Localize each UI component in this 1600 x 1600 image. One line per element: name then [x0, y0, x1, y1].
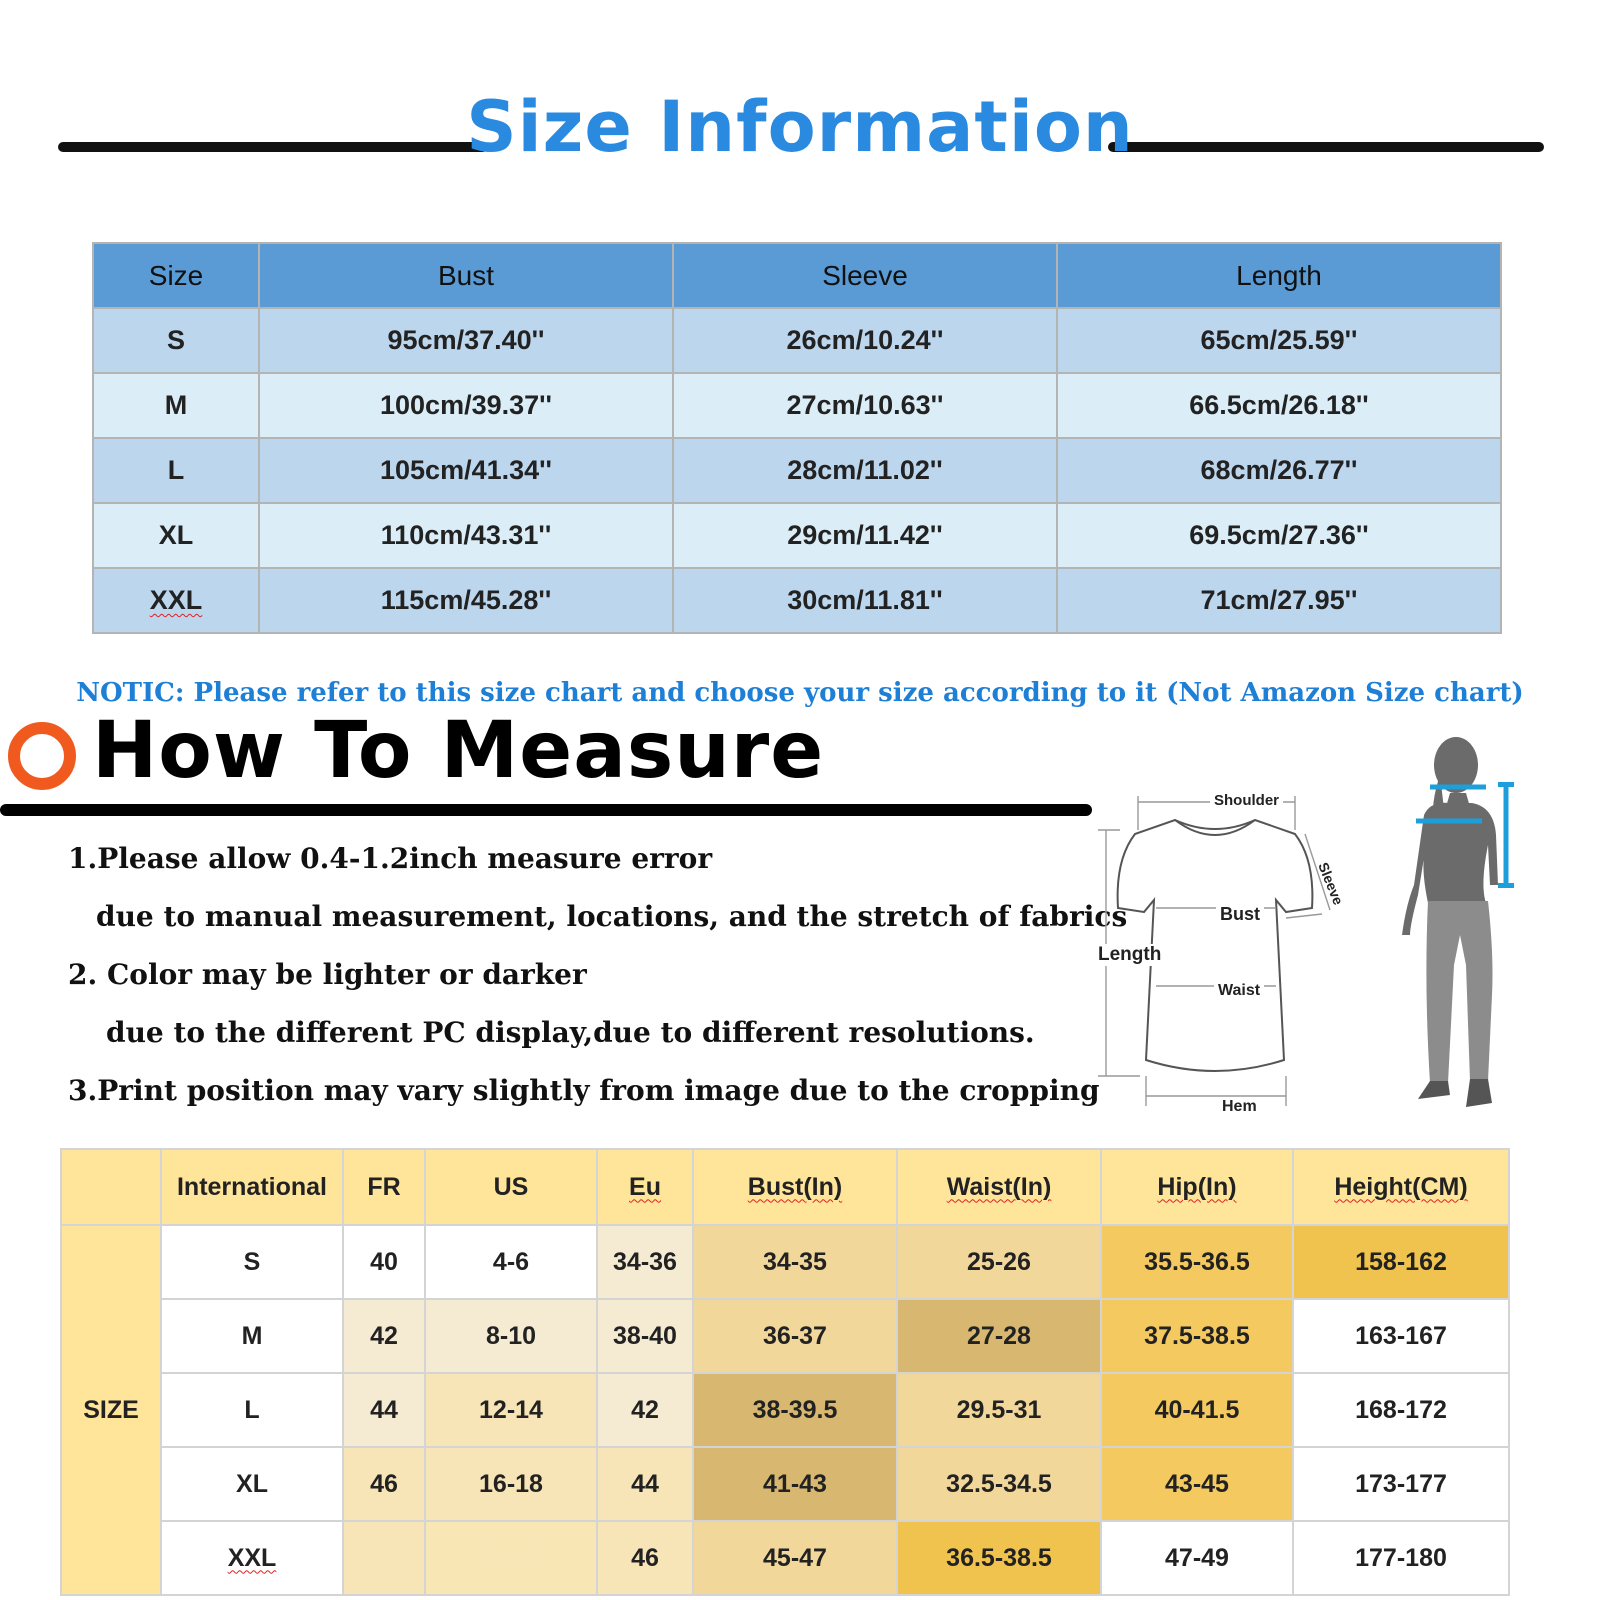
body-silhouette	[1400, 735, 1530, 1125]
cell-hip-in: 43-45	[1101, 1447, 1293, 1521]
cell-fr	[343, 1521, 425, 1595]
cell-hip-in: 35.5-36.5	[1101, 1225, 1293, 1299]
cell-sleeve: 30cm/11.81''	[673, 568, 1057, 633]
cell-bust: 110cm/43.31''	[259, 503, 673, 568]
cell-bust-in: 38-39.5	[693, 1373, 897, 1447]
cell-us: 4-6	[425, 1225, 597, 1299]
table-row	[61, 1299, 1509, 1373]
cell-waist-in: 32.5-34.5	[897, 1447, 1101, 1521]
cell-eu: 44	[597, 1447, 693, 1521]
cell-bust: 115cm/45.28''	[259, 568, 673, 633]
label-length: Length	[1098, 944, 1162, 965]
cell-us: 20-22	[425, 1521, 597, 1595]
cell-eu: 46	[597, 1521, 693, 1595]
cell-bust-in: 45-47	[693, 1521, 897, 1595]
cell-us: 16-18	[425, 1447, 597, 1521]
cell-international: L	[161, 1373, 343, 1447]
header-height-cm	[1293, 1149, 1509, 1225]
size-table	[92, 242, 1502, 634]
cell-size	[93, 568, 259, 633]
cell-height-cm: 177-180	[1293, 1521, 1509, 1595]
cell-size-text: XXL	[149, 585, 203, 615]
section-rule	[0, 804, 1092, 816]
header-us: US	[425, 1149, 597, 1225]
cell-size: L	[93, 438, 259, 503]
note-line-1: 1.Please allow 0.4-1.2inch measure error	[68, 842, 713, 875]
cell-bust: 95cm/37.40''	[259, 308, 673, 373]
table-row	[61, 1447, 1509, 1521]
cell-length: 69.5cm/27.36''	[1057, 503, 1501, 568]
table-row	[93, 373, 1501, 438]
table-row	[93, 438, 1501, 503]
cell-hip-in: 47-49	[1101, 1521, 1293, 1595]
section-heading: How To Measure	[92, 706, 825, 796]
cell-fr: 40	[343, 1225, 425, 1299]
bullet-ring-icon	[8, 722, 76, 790]
cell-height-cm: 173-177	[1293, 1447, 1509, 1521]
label-shoulder: Shoulder	[1210, 792, 1283, 809]
cell-eu: 38-40	[597, 1299, 693, 1373]
cell-eu: 42	[597, 1373, 693, 1447]
table-row	[93, 503, 1501, 568]
cell-length: 66.5cm/26.18''	[1057, 373, 1501, 438]
header-fr: FR	[343, 1149, 425, 1225]
header-bust: Bust	[259, 243, 673, 308]
cell-fr: 44	[343, 1373, 425, 1447]
cell-international-text: XXL	[227, 1543, 277, 1572]
table-row	[61, 1373, 1509, 1447]
cell-us: 8-10	[425, 1299, 597, 1373]
cell-length: 68cm/26.77''	[1057, 438, 1501, 503]
cell-international: XL	[161, 1447, 343, 1521]
cell-height-cm: 168-172	[1293, 1373, 1509, 1447]
header-waist-in	[897, 1149, 1101, 1225]
header-international: International	[161, 1149, 343, 1225]
cell-international: S	[161, 1225, 343, 1299]
cell-us: 12-14	[425, 1373, 597, 1447]
cell-size: XL	[93, 503, 259, 568]
cell-fr: 46	[343, 1447, 425, 1521]
size-group-label: SIZE	[61, 1225, 161, 1595]
cell-waist-in: 36.5-38.5	[897, 1521, 1101, 1595]
label-bust: Bust	[1216, 904, 1264, 925]
cell-waist-in: 29.5-31	[897, 1373, 1101, 1447]
header-size: Size	[93, 243, 259, 308]
cell-sleeve: 26cm/10.24''	[673, 308, 1057, 373]
header-hip-in-text: Hip(In)	[1157, 1172, 1237, 1201]
page-title: Size Information	[466, 86, 1134, 168]
header-waist-in-text: Waist(In)	[946, 1172, 1052, 1201]
size-notice: NOTIC: Please refer to this size chart and choose your size according to it (Not Amazon Size chart)	[76, 678, 1524, 708]
conversion-header	[61, 1149, 1509, 1225]
cell-fr: 42	[343, 1299, 425, 1373]
header-length: Length	[1057, 243, 1501, 308]
cell-bust-in: 36-37	[693, 1299, 897, 1373]
size-table-header	[93, 243, 1501, 308]
cell-length: 65cm/25.59''	[1057, 308, 1501, 373]
cell-bust: 105cm/41.34''	[259, 438, 673, 503]
header-eu	[597, 1149, 693, 1225]
cell-bust-in: 41-43	[693, 1447, 897, 1521]
cell-sleeve: 29cm/11.42''	[673, 503, 1057, 568]
cell-size: M	[93, 373, 259, 438]
note-line-3: 2. Color may be lighter or darker	[68, 958, 587, 991]
cell-bust: 100cm/39.37''	[259, 373, 673, 438]
label-hem: Hem	[1222, 1098, 1257, 1115]
cell-height-cm: 158-162	[1293, 1225, 1509, 1299]
header-height-cm-text: Height(CM)	[1334, 1172, 1468, 1201]
header-eu-text: Eu	[629, 1172, 661, 1201]
cell-international: M	[161, 1299, 343, 1373]
header-bust-in	[693, 1149, 897, 1225]
cell-sleeve: 27cm/10.63''	[673, 373, 1057, 438]
table-row	[61, 1521, 1509, 1595]
cell-hip-in: 40-41.5	[1101, 1373, 1293, 1447]
cell-waist-in: 25-26	[897, 1225, 1101, 1299]
cell-eu: 34-36	[597, 1225, 693, 1299]
cell-sleeve: 28cm/11.02''	[673, 438, 1057, 503]
cell-length: 71cm/27.95''	[1057, 568, 1501, 633]
cell-international	[161, 1521, 343, 1595]
cell-hip-in: 37.5-38.5	[1101, 1299, 1293, 1373]
label-sleeve: Sleeve	[1315, 860, 1347, 908]
cell-height-cm: 163-167	[1293, 1299, 1509, 1373]
table-row	[61, 1225, 1509, 1299]
header-sleeve: Sleeve	[673, 243, 1057, 308]
size-conversion-table	[60, 1148, 1510, 1596]
table-row	[93, 308, 1501, 373]
label-waist: Waist	[1214, 982, 1264, 1000]
cell-waist-in: 27-28	[897, 1299, 1101, 1373]
cell-bust-in: 34-35	[693, 1225, 897, 1299]
note-line-5: 3.Print position may vary slightly from image due to the cropping	[68, 1074, 1100, 1107]
header-hip-in	[1101, 1149, 1293, 1225]
note-line-4: due to the different PC display,due to different resolutions.	[106, 1016, 1035, 1049]
cell-size: S	[93, 308, 259, 373]
note-line-2: due to manual measurement, locations, and the stretch of fabrics	[96, 900, 1128, 933]
table-row	[93, 568, 1501, 633]
header-bust-in-text: Bust(In)	[747, 1172, 843, 1201]
header-blank	[61, 1149, 161, 1225]
